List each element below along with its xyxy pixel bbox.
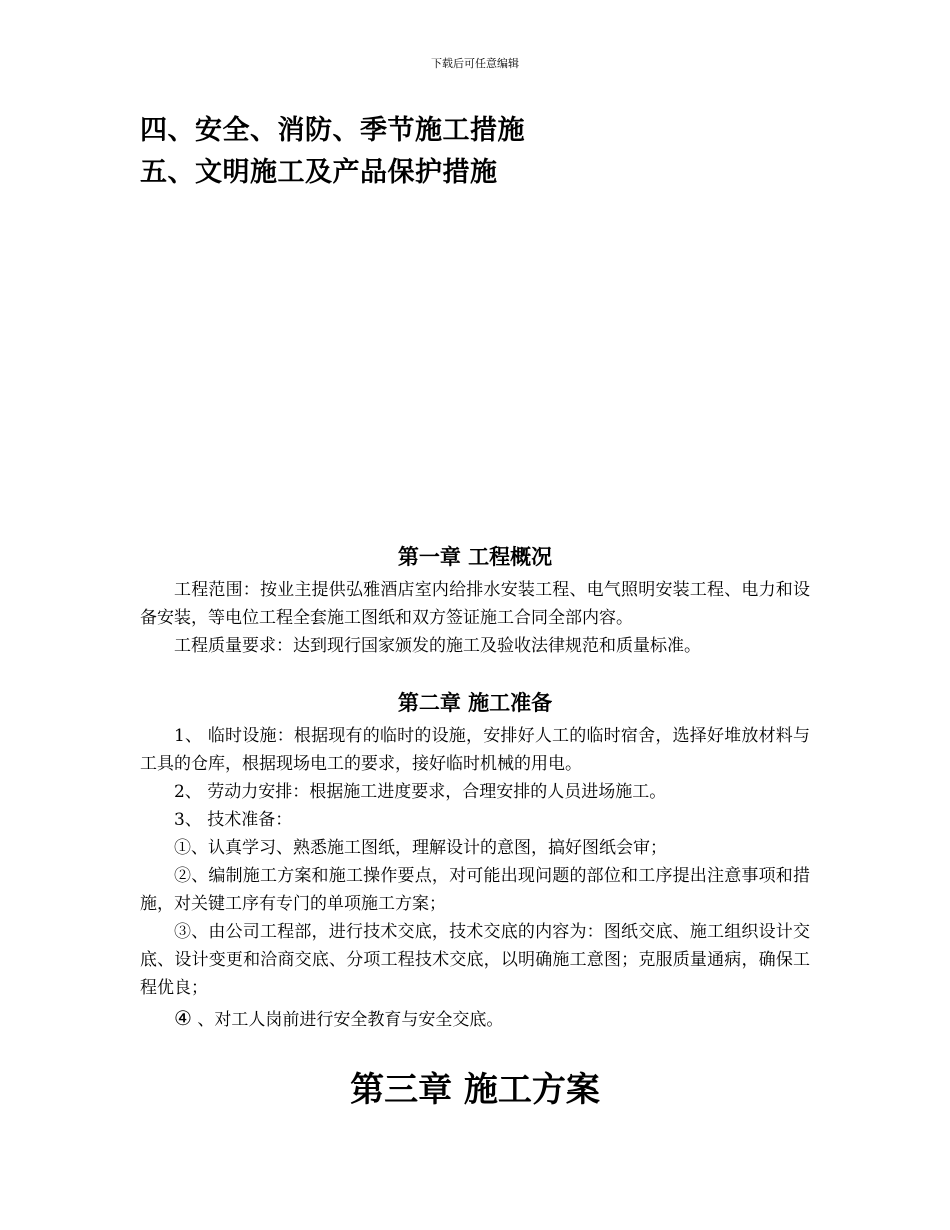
quality-requirement-paragraph: 工程质量要求：达到现行国家颁发的施工及验收法律规范和质量标准。 [174, 636, 701, 656]
tech-prep-sub-4-text: 、对工人岗前进行安全教育与安全交底。 [191, 1010, 504, 1030]
toc-item-civilized-construction: 五、文明施工及产品保护措施 [140, 157, 498, 188]
tech-prep-sub-2: ②、编制施工方案和施工操作要点，对可能出现问题的部位和工序提出注意事项和措施，对关键工序有专门的单项施工方案； [140, 866, 810, 914]
chapter-3-title: 第三章 施工方案 [350, 1070, 600, 1110]
tech-prep-sub-1: ①、认真学习、熟悉施工图纸，理解设计的意图，搞好图纸会审； [174, 838, 667, 858]
page-header-note: 下载后可任意编辑 [431, 57, 519, 70]
tech-prep-sub-4 [140, 1004, 810, 1034]
chapter-2-title: 第二章 施工准备 [397, 690, 553, 715]
technical-preparation-item: 3、 技术准备： [174, 810, 293, 830]
tech-prep-sub-3: ③、由公司工程部，进行技术交底，技术交底的内容为：图纸交底、施工组织设计交底、设计变更和洽商交底、分项工程技术交底，以明确施工意图；克服质量通病，确保工程优良； [140, 922, 810, 998]
temporary-facilities-item: 1、 临时设施：根据现有的临时的设施，安排好人工的临时宿舍，选择好堆放材料与工具的仓库，根据现场电工的要求，接好临时机械的用电。 [140, 726, 810, 774]
chapter-1-title: 第一章 工程概况 [397, 544, 553, 569]
project-scope-paragraph: 工程范围：按业主提供弘雅酒店室内给排水安装工程、电气照明安装工程、电力和设备安装，等电位工程全套施工图纸和双方签证施工合同全部内容。 [140, 580, 810, 628]
labor-arrangement-item: 2、 劳动力安排：根据施工进度要求，合理安排的人员进场施工。 [174, 782, 667, 802]
circled-number-4: ④ [174, 1006, 192, 1030]
toc-item-safety: 四、安全、消防、季节施工措施 [140, 115, 525, 146]
